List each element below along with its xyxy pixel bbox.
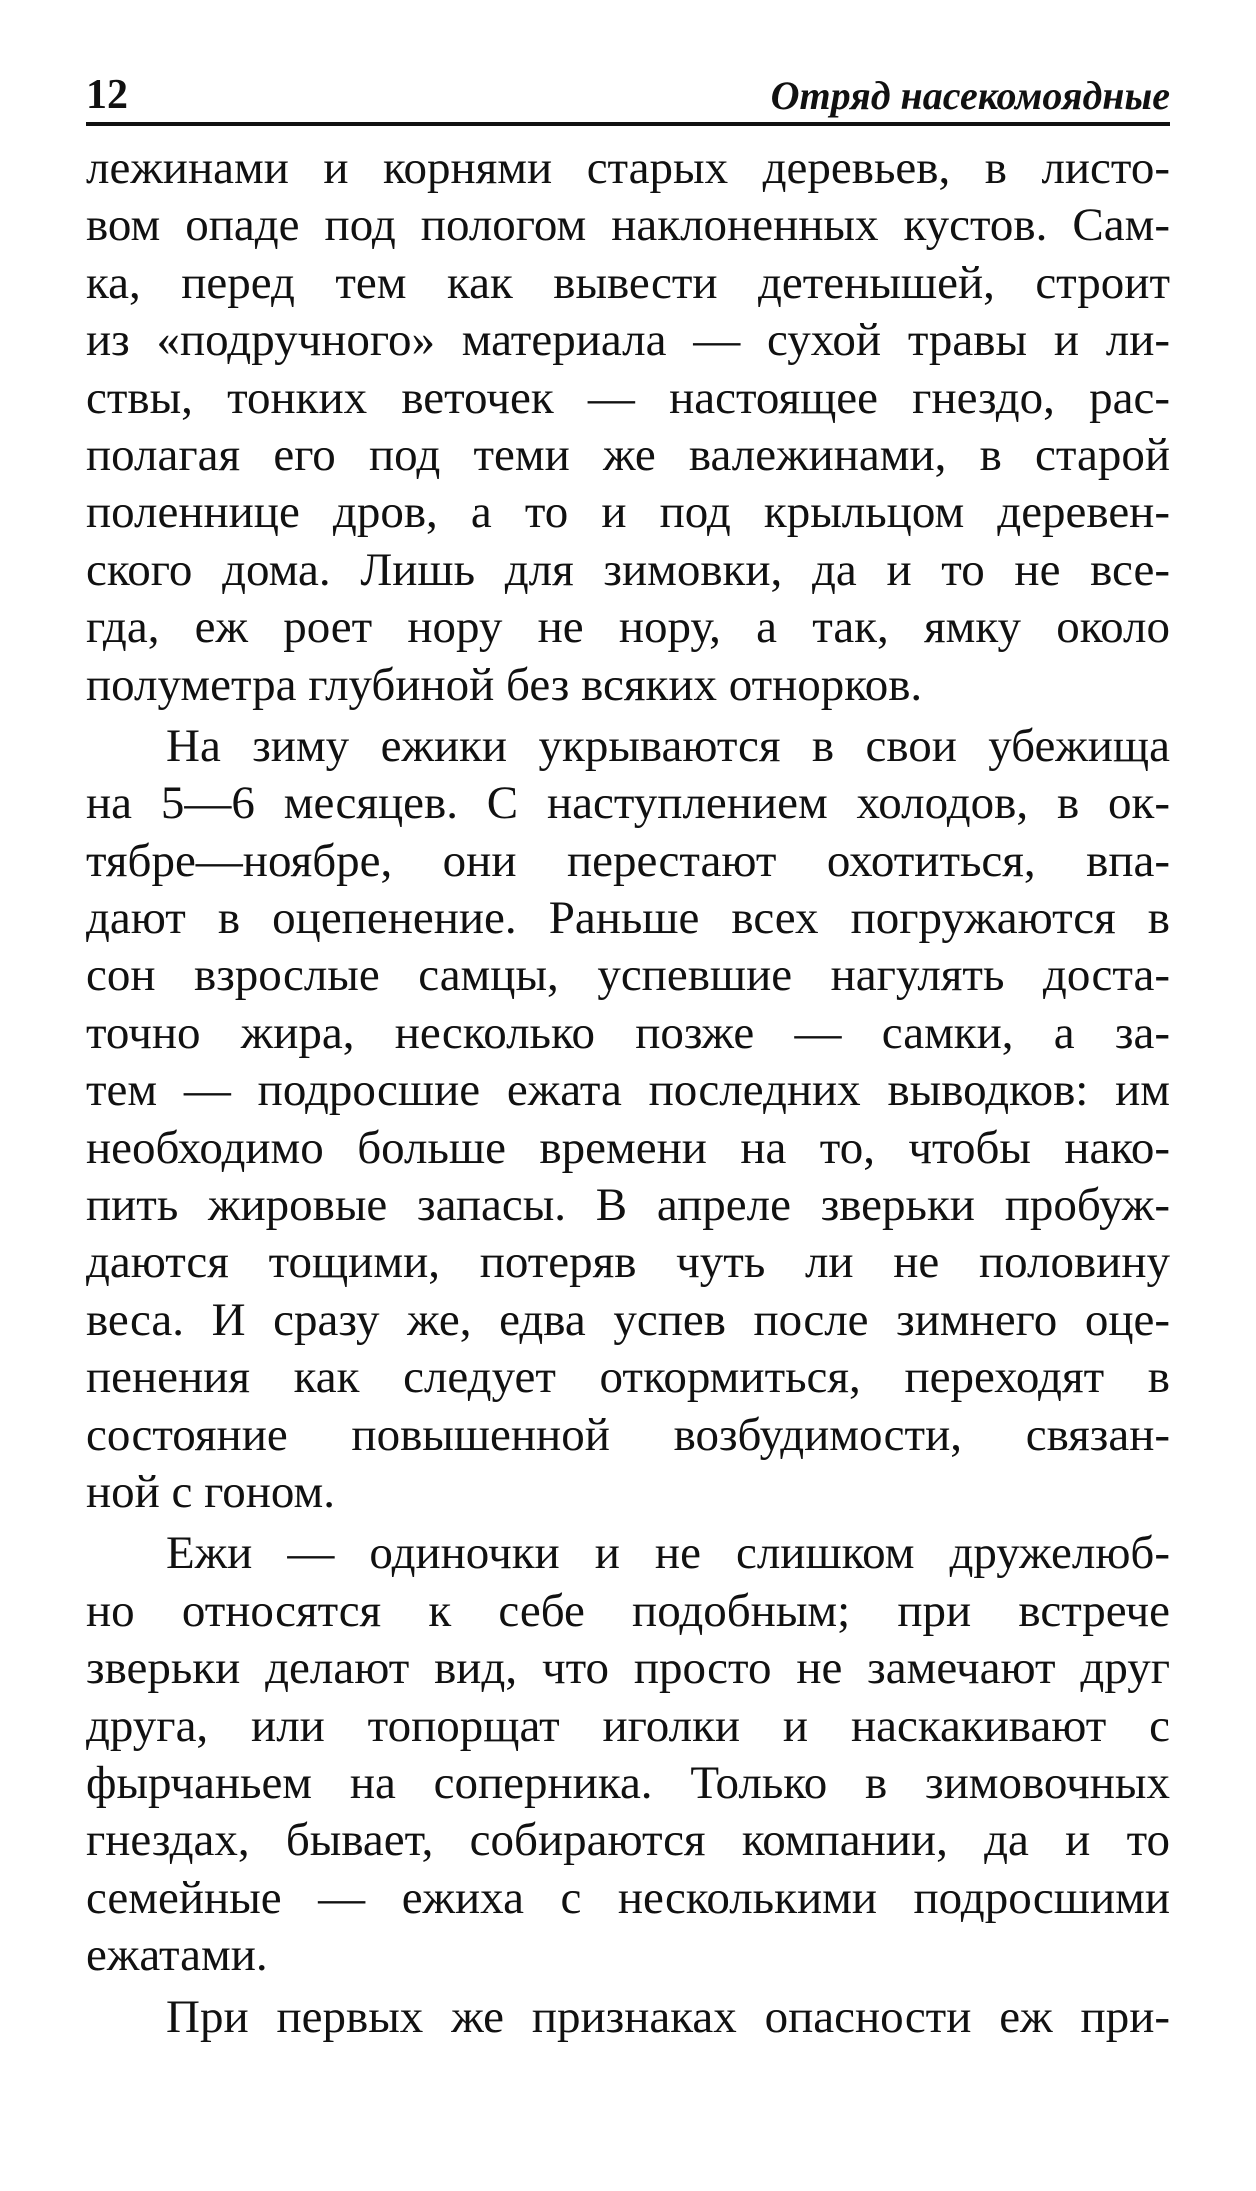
paragraph [86,1989,1170,2046]
text-line: лежинами и корнями старых деревьев, в листо- [86,142,1170,194]
text-line: точно жира, несколько позже — самки, а за- [86,1006,1170,1059]
text-line: сон взрослые самцы, успевшие нагулять доста- [86,949,1170,1002]
text-line: тем — подросшие ежата последних выводков: им [86,1064,1170,1117]
text-line: При первых же признаках опасности еж при- [166,1990,1170,2043]
page-number: 12 [86,72,128,118]
text-line: зверьки делают вид, что просто не замечают друг [86,1642,1170,1695]
text-line: поленнице дров, а то и под крыльцом деревен- [86,486,1170,539]
text-line: ствы, тонких веточек — настоящее гнездо, рас- [86,371,1170,424]
text-line: ка, перед тем как вывести детенышей, строит [86,256,1170,309]
text-line: ной с гоном. [86,1465,336,1518]
text-line: на 5—6 месяцев. С наступлением холодов, в ок- [86,777,1170,830]
paragraph [86,718,1170,1521]
text-line: друга, или топорщат иголки и наскакивают с [86,1699,1170,1752]
paragraph [86,140,1170,714]
text-line: состояние повышенной возбудимости, связан- [86,1408,1170,1461]
running-head [86,62,1170,126]
text-line: даются тощими, потеряв чуть ли не половину [86,1236,1170,1289]
text-line: семейные — ежиха с несколькими подросшими [86,1871,1170,1924]
text-line: пить жировые запасы. В апреле зверьки пробуж- [86,1179,1170,1232]
text-line: тябре—ноябре, они перестают охотиться, впа- [86,834,1170,887]
text-line: необходимо больше времени на то, чтобы нако- [86,1121,1170,1174]
text-line: полуметра глубиной без всяких отнорков. [86,658,923,711]
text-line: полагая его под теми же валежинами, в старой [86,428,1170,481]
text-line: из «подручного» материала — сухой травы и ли- [86,314,1170,367]
text-line: фырчаньем на соперника. Только в зимовочных [86,1756,1170,1809]
section-title: Отряд насекомоядные [770,73,1170,118]
text-line: Ежи — одиночки и не слишком дружелюб- [166,1527,1170,1580]
text-line: ежатами. [86,1929,268,1982]
text-line: вом опаде под пологом наклоненных кустов. Сам- [86,199,1170,252]
text-line: но относятся к себе подобным; при встрече [86,1584,1170,1637]
text-line: пенения как следует откормиться, переходят в [86,1351,1170,1404]
text-line: гнездах, бывает, собираются компании, да и то [86,1814,1170,1867]
text-line: ского дома. Лишь для зимовки, да и то не все- [86,543,1170,596]
text-line: На зиму ежики укрываются в свои убежища [166,719,1170,772]
body-text [86,140,1170,2050]
paragraph [86,1525,1170,1984]
text-line: веса. И сразу же, едва успев после зимнего оце- [86,1293,1170,1346]
text-line: дают в оцепенение. Раньше всех погружаются в [86,892,1170,945]
text-line: гда, еж роет нору не нору, а так, ямку около [86,601,1170,654]
